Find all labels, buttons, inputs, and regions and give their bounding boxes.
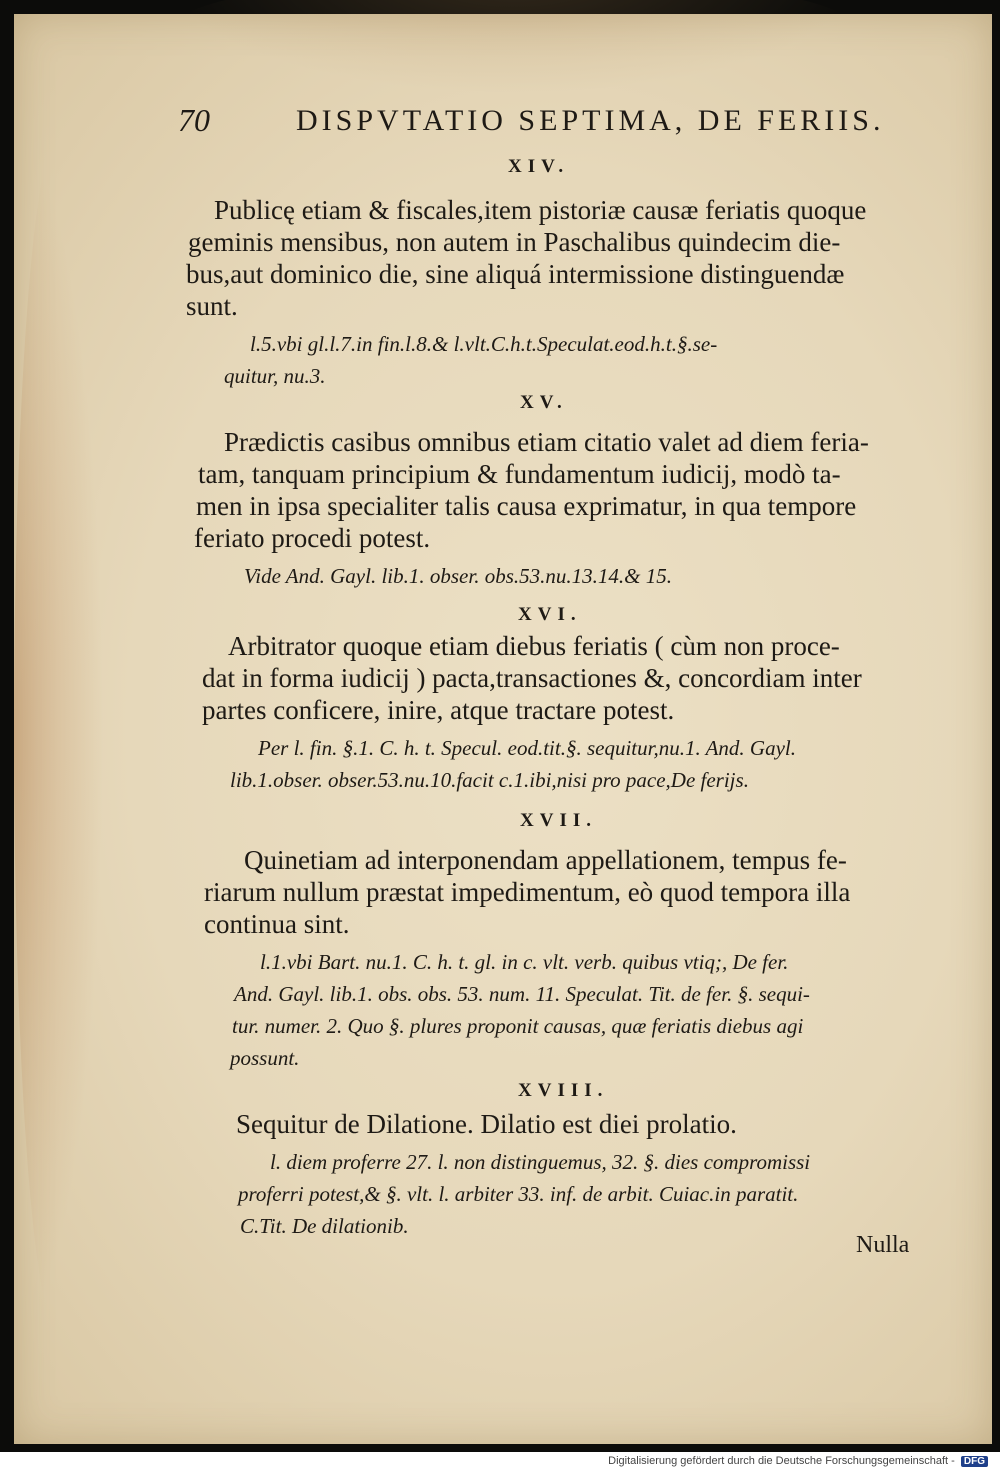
page-stain-top: [164, 0, 864, 94]
section-number: XVII.: [520, 810, 597, 831]
citation-line: C.Tit. De dilationib.: [240, 1214, 409, 1238]
body-line: Prædictis casibus omnibus etiam citatio valet ad diem feria-: [224, 427, 869, 457]
body-line: Quinetiam ad interponendam appellationem, tempus fe-: [244, 845, 847, 875]
page-number: 70: [178, 102, 210, 138]
citation-line: Per l. fin. §.1. C. h. t. Specul. eod.tit.§. sequitur,nu.1. And. Gayl.: [258, 736, 796, 760]
digitization-footer: [608, 1455, 988, 1467]
citation-line: Vide And. Gayl. lib.1. obser. obs.53.nu.13.14.& 15.: [244, 564, 672, 588]
running-title: DISPVTATIO SEPTIMA, DE FERIIS.: [296, 104, 885, 137]
citation-line: lib.1.obser. obser.53.nu.10.facit c.1.ibi,nisi pro pace,De ferijs.: [230, 768, 749, 792]
citation-line: possunt.: [230, 1046, 300, 1070]
body-line: Arbitrator quoque etiam diebus feriatis ( cùm non proce-: [228, 631, 840, 661]
catchword: Nulla: [856, 1232, 910, 1258]
body-line: dat in forma iudicij ) pacta,transactiones &, concordiam inter: [202, 663, 862, 693]
body-line: continua sint.: [204, 909, 350, 939]
body-line: bus,aut dominico die, sine aliquá intermissione distinguendæ: [186, 259, 845, 289]
body-line: sunt.: [186, 291, 238, 321]
body-line: Sequitur de Dilatione. Dilatio est diei prolatio.: [236, 1109, 737, 1139]
section-number: XIV.: [508, 156, 570, 177]
body-line: men in ipsa specialiter talis causa exprimatur, in qua tempore: [196, 491, 857, 521]
body-line: riarum nullum præstat impedimentum, eò quod tempora illa: [204, 877, 851, 907]
dfg-logo: DFG: [961, 1456, 988, 1467]
citation-line: l. diem proferre 27. l. non distinguemus, 32. §. dies compromissi: [270, 1150, 811, 1174]
body-line: partes conficere, inire, atque tractare potest.: [202, 695, 675, 725]
body-line: feriato procedi potest.: [194, 523, 431, 553]
section-number: XVI.: [518, 604, 582, 625]
citation-line: l.1.vbi Bart. nu.1. C. h. t. gl. in c. vlt. verb. quibus vtiq;, De fer.: [260, 950, 789, 974]
footer-text: Digitalisierung gefördert durch die Deutsche Forschungsgemeinschaft -: [608, 1455, 955, 1467]
citation-line: tur. numer. 2. Quo §. plures proponit causas, quæ feriatis diebus agi: [232, 1014, 804, 1038]
body-line: Publicę etiam & fiscales,item pistoriæ causæ feriatis quoque: [214, 195, 867, 225]
body-line: geminis mensibus, non autem in Paschalibus quindecim die-: [188, 227, 841, 257]
citation-line: quitur, nu.3.: [224, 364, 326, 388]
section-number: XV.: [520, 392, 568, 413]
section-number: XVIII.: [518, 1080, 609, 1101]
citation-line: proferri potest,& §. vlt. l. arbiter 33. inf. de arbit. Cuiac.in paratit.: [238, 1182, 799, 1206]
citation-line: l.5.vbi gl.l.7.in fin.l.8.& l.vlt.C.h.t.Speculat.eod.h.t.§.se-: [250, 332, 718, 356]
page-stain-left: [14, 134, 104, 1334]
book-page: [14, 14, 992, 1444]
citation-line: And. Gayl. lib.1. obs. obs. 53. num. 11. Speculat. Tit. de fer. §. sequi-: [234, 982, 810, 1006]
body-line: tam, tanquam principium & fundamentum iudicij, modò ta-: [198, 459, 841, 489]
